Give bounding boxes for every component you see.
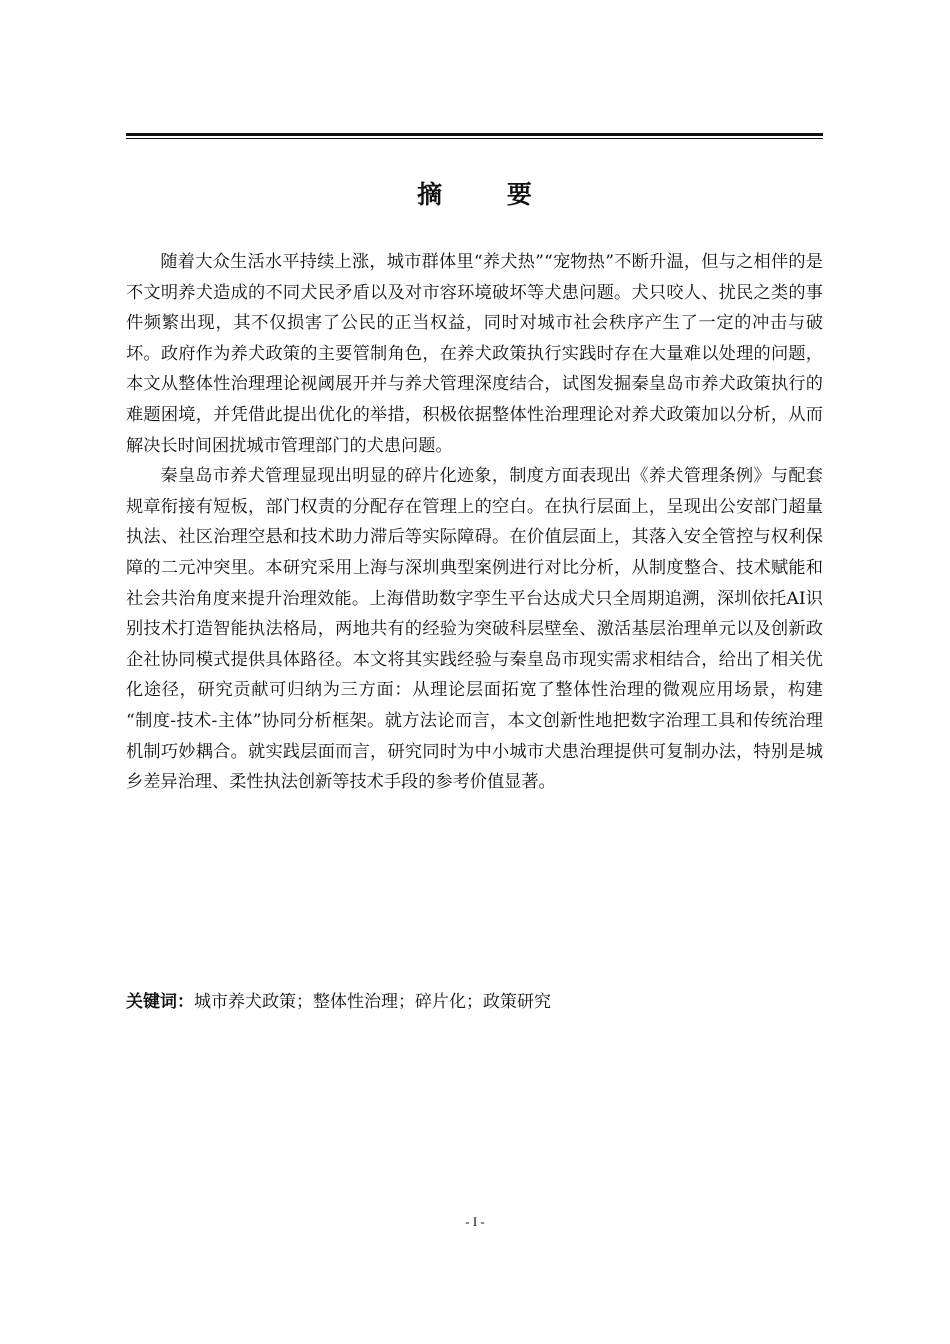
keywords-values: 城市养犬政策；整体性治理；碎片化；政策研究 bbox=[194, 992, 551, 1012]
abstract-body bbox=[126, 247, 823, 798]
header-double-rule bbox=[126, 133, 823, 140]
keywords-label: 关键词： bbox=[126, 992, 194, 1012]
abstract-paragraph-2: 秦皇岛市养犬管理显现出明显的碎片化迹象，制度方面表现出《养犬管理条例》与配套规章衔接有短板，部门权责的分配存在管理上的空白。在执行层面上，呈现出公安部门超量执法、社区治理空悬和技术助力滞后等实际障碍。在价值层面上，其落入安全管控与权利保障的二元冲突里。本研究采用上海与深圳典型案例进行对比分析，从制度整合、技术赋能和社会共治角度来提升治理效能。上海借助数字孪生平台达成犬只全周期追溯，深圳依托AI识别技术打造智能执法格局，两地共有的经验为突破科层壁垒、激活基层治理单元以及创新政企社协同模式提供具体路径。本文将其实践经验与秦皇岛市现实需求相结合，给出了相关优化途径，研究贡献可归纳为三方面：从理论层面拓宽了整体性治理的微观应用场景，构建 “制度-技术-主体”协同分析框架。就方法论而言，本文创新性地把数字治理工具和传统治理机制巧妙耦合。就实践层面而言，研究同时为中小城市犬患治理提供可复制办法，特别是城乡差异治理、柔性执法创新等技术手段的参考价值显著。 bbox=[126, 466, 823, 793]
header-rule-thick-line bbox=[126, 133, 823, 136]
header-rule-thin-line bbox=[126, 138, 823, 139]
abstract-paragraph-1: 随着大众生活水平持续上涨，城市群体里“养犬热”“宠物热”不断升温，但与之相伴的是不文明养犬造成的不同犬民矛盾以及对市容环境破坏等犬患问题。犬只咬人、扰民之类的事件频繁出现，其不仅损害了公民的正当权益，同时对城市社会秩序产生了一定的冲击与破坏。政府作为养犬政策的主要管制角色，在养犬政策执行实践时存在大量难以处理的问题，本文从整体性治理理论视阈展开并与养犬管理深度结合，试图发掘秦皇岛市养犬政策执行的难题困境，并凭借此提出优化的举措，积极依据整体性治理理论对养犬政策加以分析，从而解决长时间困扰城市管理部门的犬患问题。 bbox=[126, 252, 823, 456]
keywords-line bbox=[126, 987, 823, 1017]
abstract-title: 摘 要 bbox=[417, 180, 560, 209]
page-number: - I - bbox=[465, 1214, 485, 1229]
